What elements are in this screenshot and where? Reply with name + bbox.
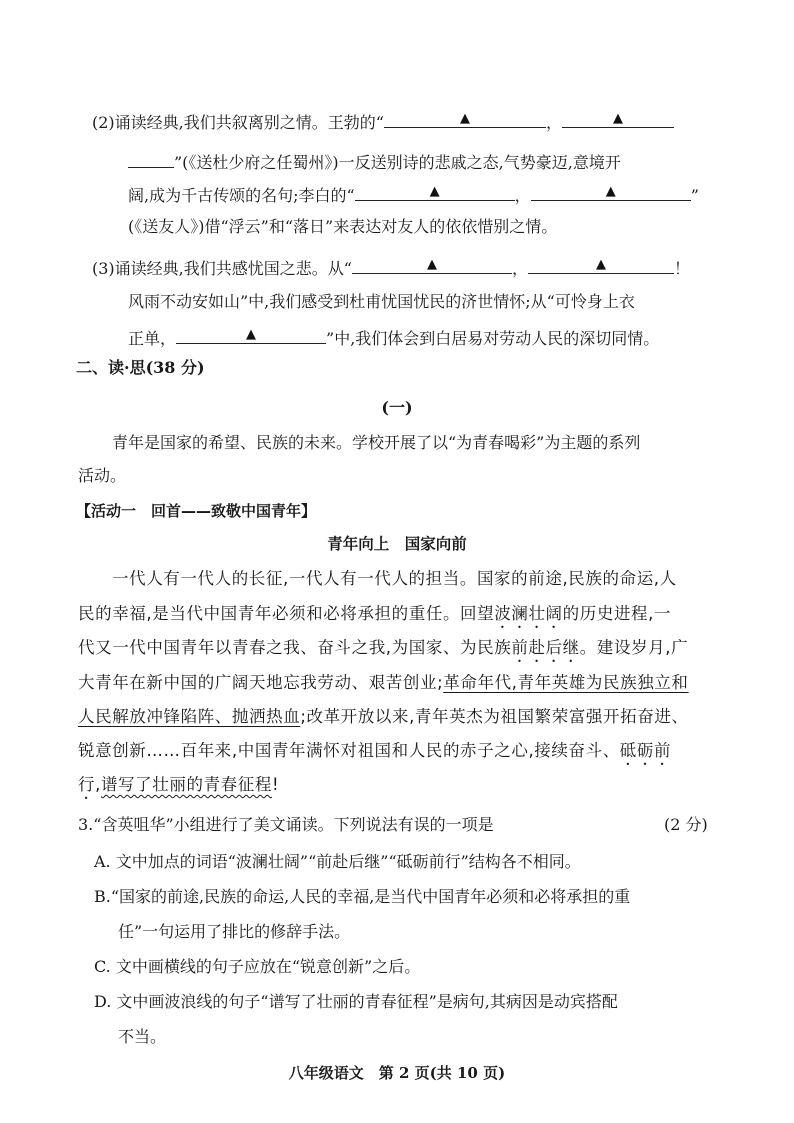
dotted-word: 砥砺前 <box>619 741 672 760</box>
option-d[interactable]: D. 文中画波浪线的句子“谱写了壮丽的青春征程”是病句,其病因是动宾搭配 <box>94 992 618 1011</box>
comma: ， <box>511 259 528 278</box>
option-b-cont: 任”一句运用了排比的修辞手法。 <box>118 922 351 941</box>
q3part-line-3 <box>128 326 659 350</box>
triangle-icon: ▲ <box>605 184 616 199</box>
passage-line-7 <box>78 774 279 803</box>
passage-line-2 <box>78 603 671 632</box>
q2-line-3 <box>128 183 699 207</box>
q3part-text: ”中,我们体会到白居易对劳动人民的深切同情。 <box>326 329 660 348</box>
passage-text: 大青年在新中国的广阔天地忘我劳动、艰苦创业; <box>78 673 444 692</box>
q3part-line-1 <box>92 256 690 280</box>
passage-text: 锐意创新……百年来,中国青年满怀对祖国和人民的赤子之心,接续奋斗、 <box>78 741 620 760</box>
activity-heading: 【活动一 回首——致敬中国青年】 <box>76 502 317 520</box>
q3part-text: 风雨不动安如山”中,我们感受到杜甫忧国忧民的济世情怀;从“可怜身上衣 <box>128 292 635 311</box>
section-heading: 二、读·思(38 分) <box>76 358 205 377</box>
triangle-icon: ▲ <box>246 327 257 342</box>
q2-text: (《送友人》)借“浮云”和“落日”来表达对友人的依依惜别之情。 <box>128 217 558 236</box>
answer-blank[interactable] <box>352 256 512 274</box>
exclamation: ！ <box>673 259 690 278</box>
q2-text: ”(《送杜少府之任蜀州》)一反送别诗的悲戚之态,气势豪迈,意境开 <box>174 153 621 172</box>
wavy-sentence: 谱写了壮丽的青春征程 <box>100 775 272 794</box>
part-heading: (一) <box>381 398 413 417</box>
passage-text: 民的幸福,是当代中国青年必须和必将承担的重任。回望 <box>78 604 495 623</box>
intro-line-2: 活动。 <box>78 466 127 485</box>
question-3-stem: 3.“含英咀华”小组进行了美文诵读。下列说法有误的一项是 <box>78 815 494 834</box>
q3part-line-2 <box>128 291 635 313</box>
q2-line-4 <box>128 216 557 238</box>
passage-text: ;改革开放以来,青年英杰为祖国繁荣富强开拓奋进、 <box>300 707 689 726</box>
answer-blank[interactable] <box>562 110 674 128</box>
dotted-word: 行 <box>78 775 96 794</box>
option-b[interactable]: B.“国家的前途,民族的命运,人民的幸福,是当代中国青年必须和必将承担的重 <box>94 887 631 906</box>
passage-line-1: 一代人有一代人的长征,一代人有一代人的担当。国家的前途,民族的命运,人 <box>112 569 677 588</box>
answer-blank[interactable] <box>384 110 546 128</box>
dotted-word: 前赴后继 <box>511 638 580 657</box>
question-3-score: (2 分) <box>664 815 708 834</box>
underlined-sentence: 人民解放冲锋陷阵、抛洒热血 <box>78 707 301 726</box>
dotted-word: 波澜壮阔 <box>494 604 563 623</box>
underlined-sentence: 革命年代,青年英雄为民族独立和 <box>443 673 689 692</box>
answer-blank[interactable] <box>128 150 174 168</box>
triangle-icon: ▲ <box>429 184 440 199</box>
answer-blank[interactable] <box>528 256 674 274</box>
q2-line-1 <box>92 110 674 134</box>
comma: ， <box>514 186 531 205</box>
q2-line-2 <box>128 150 621 174</box>
q2-text: (2)诵读经典,我们共叙离别之情。王勃的“ <box>92 113 384 132</box>
triangle-icon: ▲ <box>426 257 437 272</box>
comma: ， <box>545 113 562 132</box>
triangle-icon: ▲ <box>595 257 606 272</box>
intro-line-1: 青年是国家的希望、民族的未来。学校开展了以“为青春喝彩”为主题的系列 <box>112 433 641 452</box>
q2-text: 阔,成为千古传颂的名句;李白的“ <box>128 186 355 205</box>
passage-line-3 <box>78 637 688 666</box>
q3part-text: (3)诵读经典,我们共感忧国之悲。从“ <box>92 259 352 278</box>
passage-text: 的历史进程,一 <box>562 604 672 623</box>
q3part-text: 正单， <box>128 329 177 348</box>
passage-line-5 <box>78 706 689 728</box>
comma: , <box>95 775 101 794</box>
passage-text: ! <box>271 775 280 794</box>
answer-blank[interactable] <box>176 326 326 344</box>
passage-line-4 <box>78 672 689 694</box>
option-c[interactable]: C. 文中画横线的句子应放在“锐意创新”之后。 <box>94 957 421 976</box>
quote-mark: ” <box>690 186 699 205</box>
answer-blank[interactable] <box>531 183 691 201</box>
passage-text: 。建设岁月,广 <box>579 638 689 657</box>
passage-line-6 <box>78 740 671 769</box>
option-d-cont: 不当。 <box>118 1027 167 1046</box>
triangle-icon: ▲ <box>612 111 623 126</box>
answer-blank[interactable] <box>355 183 515 201</box>
page-footer: 八年级语文 第 2 页(共 10 页) <box>288 1064 506 1082</box>
option-a[interactable]: A. 文中加点的词语“波澜壮阔”“前赴后继”“砥砺前行”结构各不相同。 <box>94 852 581 871</box>
passage-title: 青年向上 国家向前 <box>327 535 467 553</box>
passage-text: 代又一代中国青年以青春之我、奋斗之我,为国家、为民族 <box>78 638 512 657</box>
triangle-icon: ▲ <box>459 111 470 126</box>
